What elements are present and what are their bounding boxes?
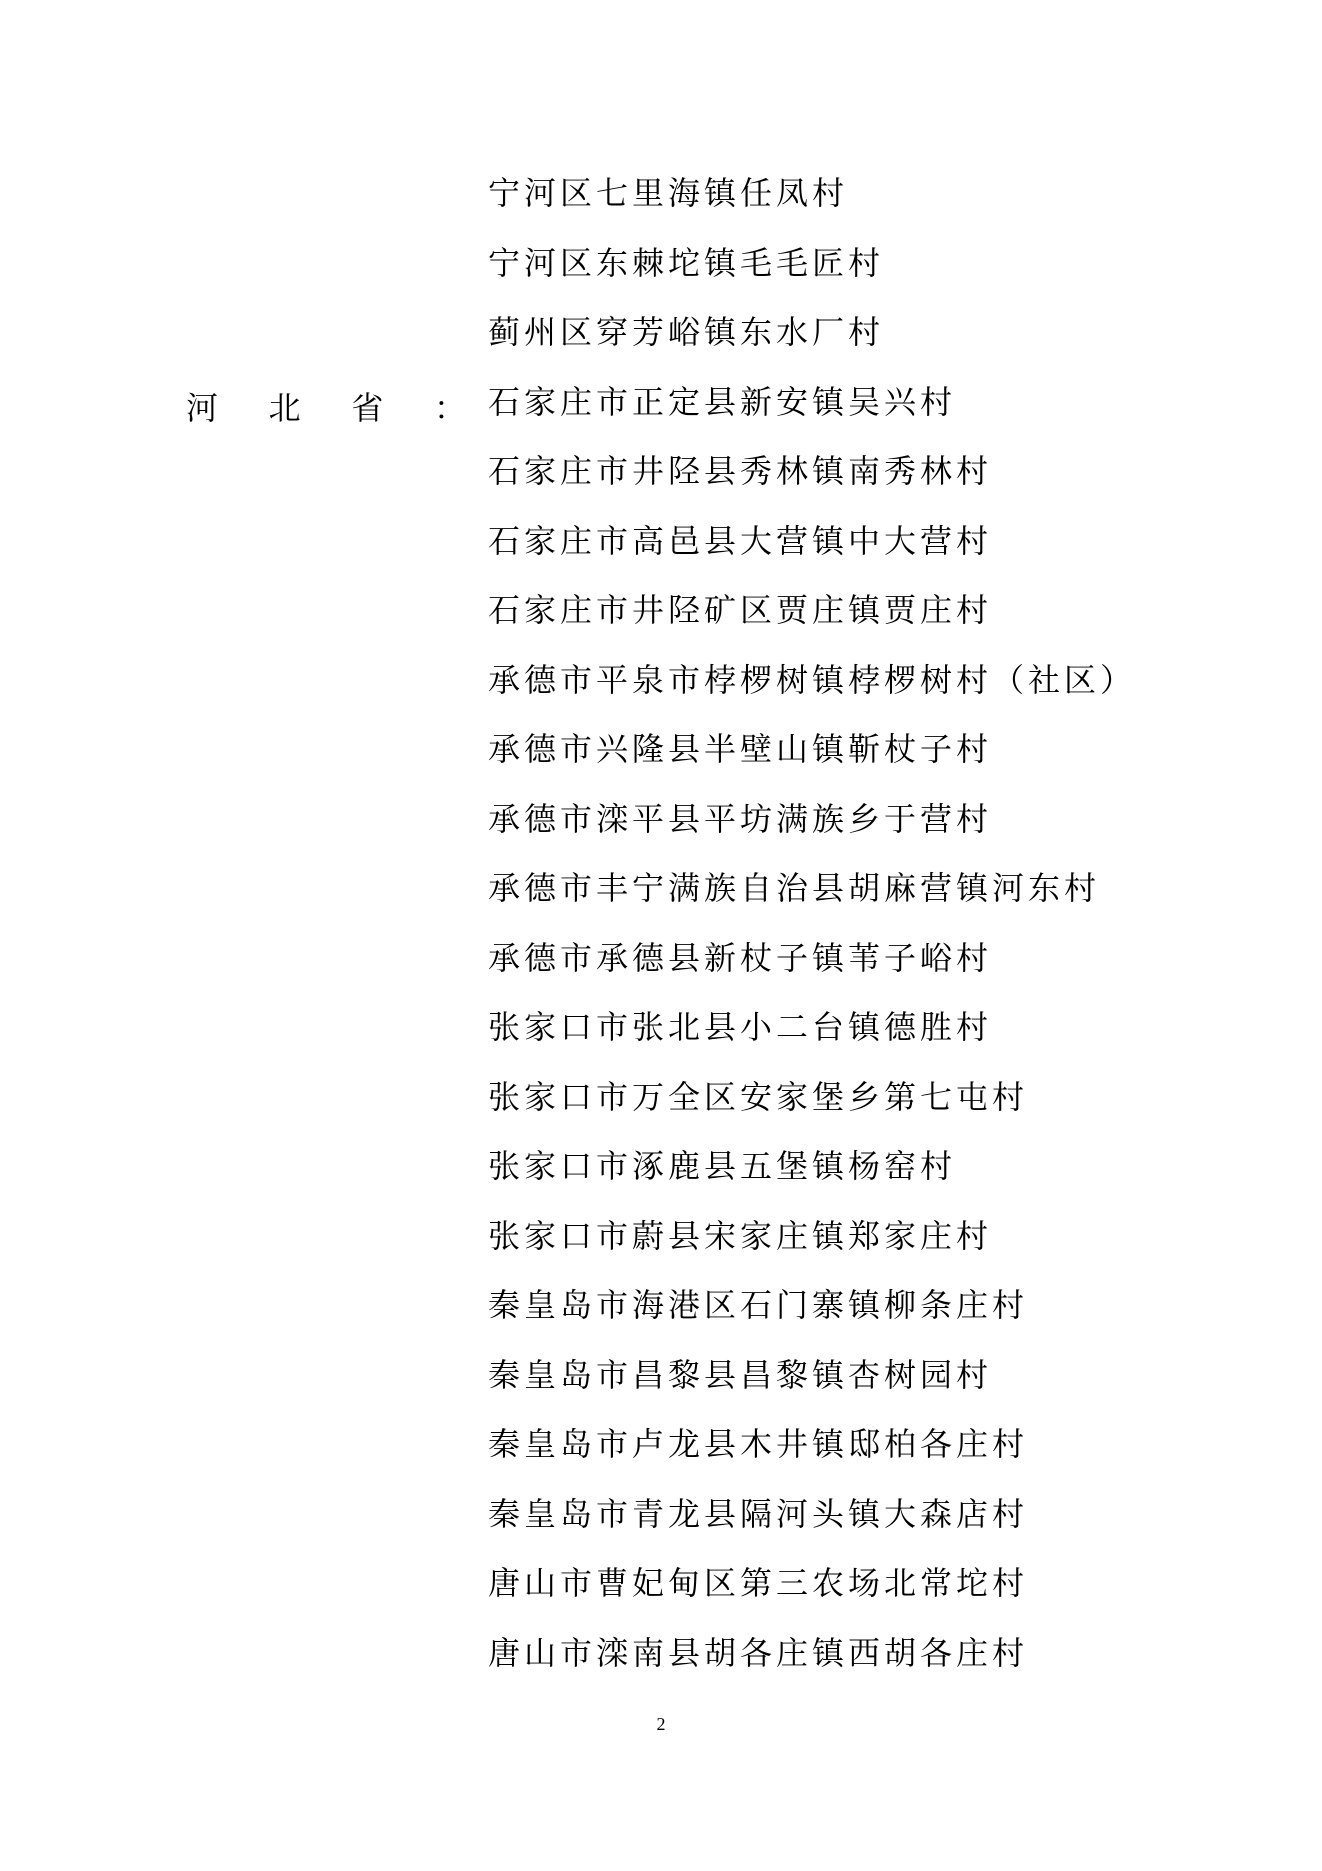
list-item: 宁河区东棘坨镇毛毛匠村 (488, 243, 885, 282)
page-number: 2 (656, 1714, 666, 1734)
list-item: 承德市兴隆县半壁山镇靳杖子村 (488, 730, 993, 768)
list-item: 承德市平泉市桲椤树镇桲椤树村（社区） (488, 660, 1137, 699)
list-item: 石家庄市高邑县大营镇中大营村 (488, 521, 993, 560)
list-item: 石家庄市正定县新安镇吴兴村 (488, 382, 957, 421)
village-list (488, 167, 1308, 1696)
province-label (186, 380, 466, 432)
province-label-char: 北 (268, 389, 301, 427)
province-label-char: 河 (186, 389, 219, 427)
list-item: 张家口市涿鹿县五堡镇杨窑村 (488, 1147, 957, 1185)
list-item: 承德市承德县新杖子镇苇子峪村 (488, 938, 993, 977)
list-item: 秦皇岛市青龙县隔河头镇大森店村 (488, 1494, 1029, 1533)
list-item: 张家口市蔚县宋家庄镇郑家庄村 (488, 1216, 993, 1255)
list-item: 秦皇岛市昌黎县昌黎镇杏树园村 (488, 1355, 993, 1394)
list-item: 承德市滦平县平坊满族乡于营村 (488, 799, 993, 838)
list-item: 石家庄市井陉县秀林镇南秀林村 (488, 452, 993, 490)
list-item: 张家口市张北县小二台镇德胜村 (488, 1008, 993, 1046)
list-item: 唐山市曹妃甸区第三农场北常坨村 (488, 1564, 1029, 1602)
list-item: 宁河区七里海镇任凤村 (488, 174, 849, 212)
list-item: 秦皇岛市卢龙县木井镇邸柏各庄村 (488, 1425, 1029, 1463)
province-label-colon: ： (433, 389, 466, 427)
list-item: 石家庄市井陉矿区贾庄镇贾庄村 (488, 591, 993, 629)
list-item: 秦皇岛市海港区石门寨镇柳条庄村 (488, 1286, 1029, 1324)
list-item: 唐山市滦南县胡各庄镇西胡各庄村 (488, 1633, 1029, 1672)
province-label-char: 省 (351, 389, 384, 427)
list-item: 张家口市万全区安家堡乡第七屯村 (488, 1077, 1029, 1116)
list-item: 承德市丰宁满族自治县胡麻营镇河东村 (488, 869, 1101, 907)
list-item: 蓟州区穿芳峪镇东水厂村 (488, 313, 885, 351)
